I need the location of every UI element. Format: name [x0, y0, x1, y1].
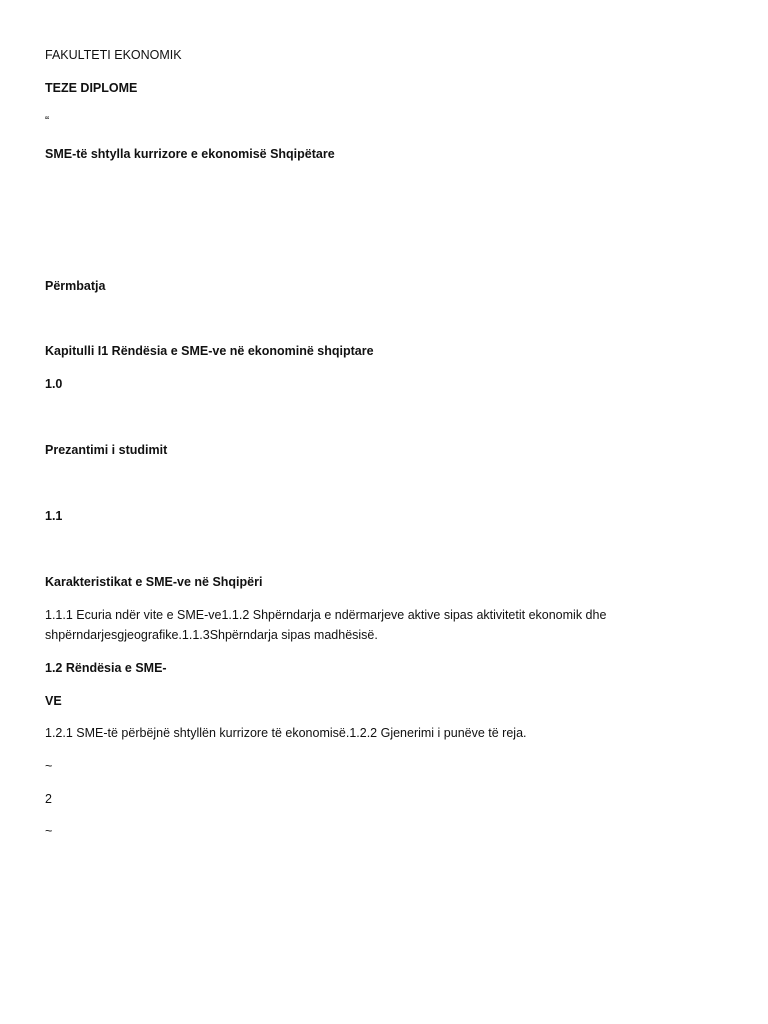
section-1-0-number: 1.0 — [45, 377, 63, 391]
page-marker-bottom: ~ — [45, 824, 53, 838]
section-1-2-title-continued: VE — [45, 694, 62, 708]
section-1-1-subitems-line1: 1.1.1 Ecuria ndër vite e SME-ve1.1.2 Shpërndarja e ndërmarjeve aktive sipas aktivitetit ekonomik dhe — [45, 608, 607, 622]
page-number: 2 — [45, 792, 52, 806]
section-1-1-title: Karakteristikat e SME-ve në Shqipëri — [45, 575, 263, 589]
section-1-1-number: 1.1 — [45, 509, 63, 523]
chapter-1-title: Kapitulli I1 Rëndësia e SME-ve në ekonominë shqiptare — [45, 344, 374, 358]
thesis-title: SME-të shtylla kurrizore e ekonomisë Shqipëtare — [45, 147, 335, 161]
section-1-1-subitems-line2: shpërndarjesgjeografike.1.1.3Shpërndarja sipas madhësisë. — [45, 628, 378, 642]
quote-mark: “ — [45, 114, 50, 128]
section-1-2-subitems: 1.2.1 SME-të përbëjnë shtyllën kurrizore të ekonomisë.1.2.2 Gjenerimi i punëve të reja. — [45, 726, 527, 740]
section-1-2-title: 1.2 Rëndësia e SME- — [45, 661, 167, 675]
thesis-type: TEZE DIPLOME — [45, 81, 138, 95]
faculty-name: FAKULTETI EKONOMIK — [45, 48, 182, 62]
section-1-0-title: Prezantimi i studimit — [45, 443, 168, 457]
contents-heading: Përmbatja — [45, 279, 106, 293]
page-marker-top: ~ — [45, 759, 53, 773]
